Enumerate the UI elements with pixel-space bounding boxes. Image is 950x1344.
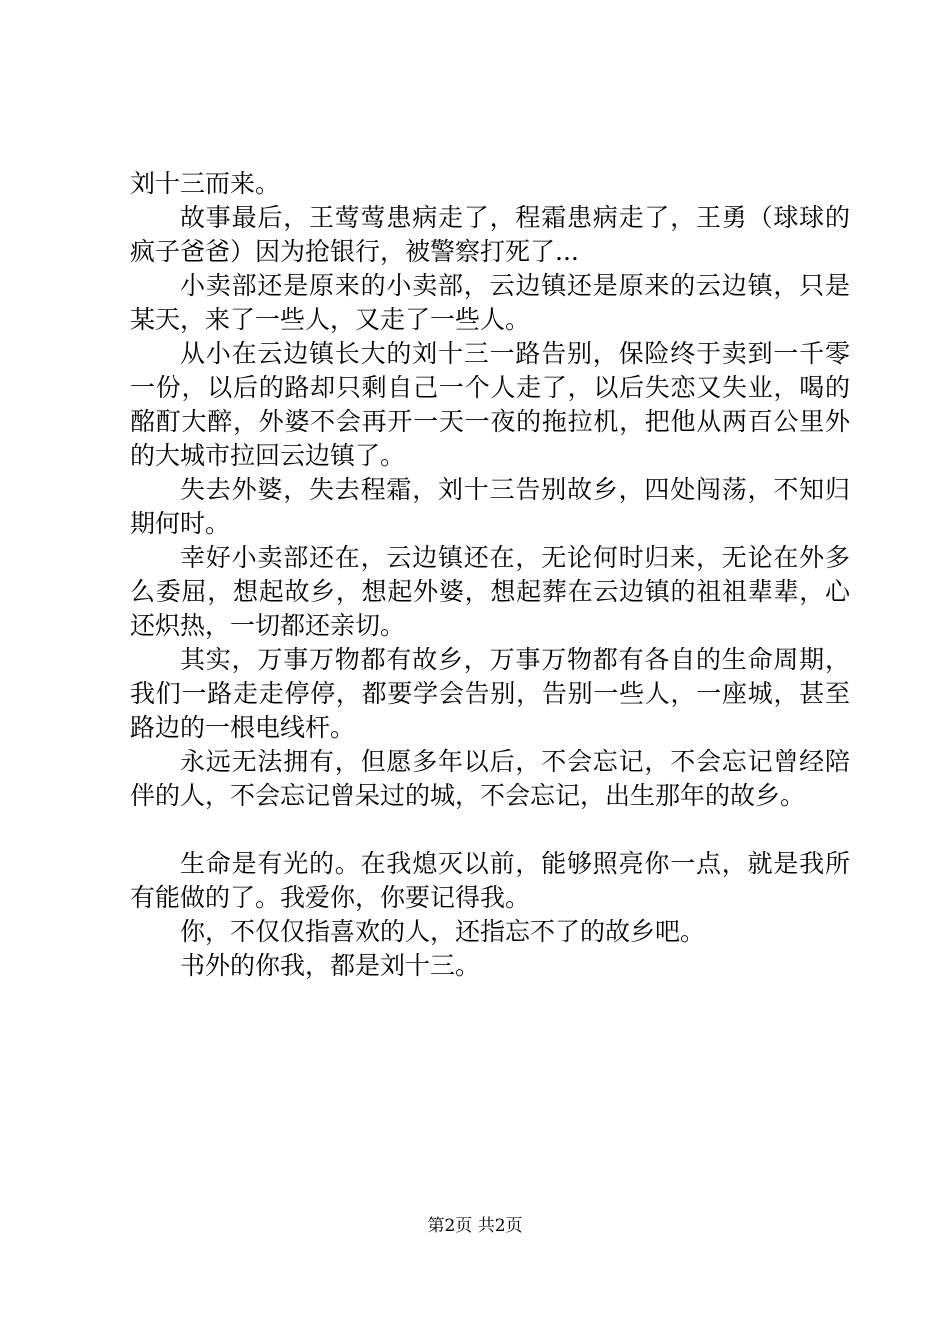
paragraph-continuation: 刘十三而来。 [130,169,281,198]
paragraph: 你，不仅仅指喜欢的人，还指忘不了的故乡吧。 [180,917,706,946]
paragraph: 小卖部还是原来的小卖部，云边镇还是原来的云边镇，只是某天，来了一些人，又走了一些人。 [130,271,850,334]
paragraph: 永远无法拥有，但愿多年以后，不会忘记，不会忘记曾经陪伴的人，不会忘记曾呆过的城，不会忘记，出生那年的故乡。 [130,747,850,810]
document-body [130,167,850,983]
paragraph: 故事最后，王莺莺患病走了，程霜患病走了，王勇（球球的疯子爸爸）因为抢银行，被警察打死了... [130,203,850,266]
paragraph-spacer [130,813,850,847]
paragraph: 生命是有光的。在我熄灭以前，能够照亮你一点，就是我所有能做的了。我爱你，你要记得我。 [130,849,850,912]
paragraph: 其实，万事万物都有故乡，万事万物都有各自的生命周期，我们一路走走停停，都要学会告别，告别一些人，一座城，甚至路边的一根电线杆。 [130,645,850,742]
paragraph: 书外的你我，都是刘十三。 [180,951,481,980]
paragraph: 失去外婆，失去程霜，刘十三告别故乡，四处闯荡，不知归期何时。 [130,475,850,538]
paragraph: 幸好小卖部还在，云边镇还在，无论何时归来，无论在外多么委屈，想起故乡，想起外婆，想起葬在云边镇的祖祖辈辈，心还炽热，一切都还亲切。 [130,543,850,640]
paragraph: 从小在云边镇长大的刘十三一路告别，保险终于卖到一千零一份，以后的路却只剩自己一个人走了，以后失恋又失业，喝的酩酊大醉，外婆不会再开一天一夜的拖拉机，把他从两百公里外的大城市拉回云边镇了。 [130,339,850,470]
page-number-footer: 第2页 共2页 [427,1216,523,1236]
